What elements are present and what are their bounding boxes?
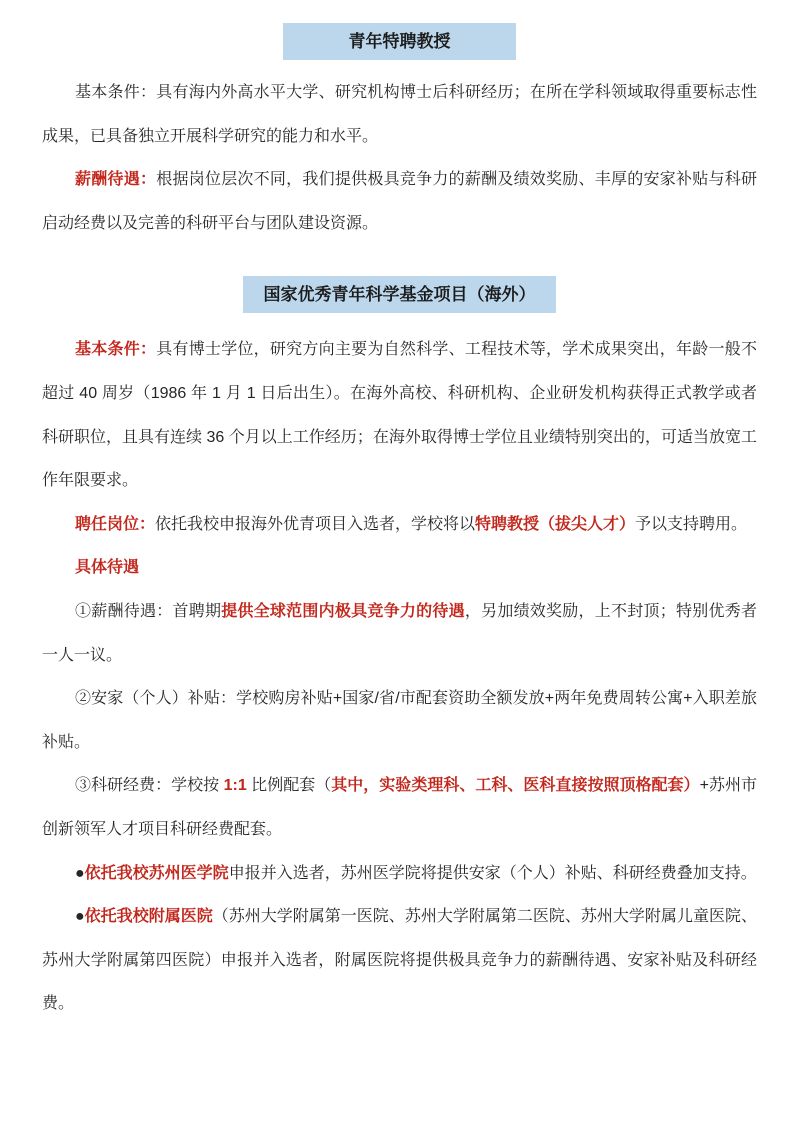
text-run: ②安家（个人）补贴：学校购房补贴+国家/省/市配套资助全额发放+两年免费周转公寓+入职差旅补贴。 xyxy=(42,690,757,751)
section-overseas-excellent-youth-fund xyxy=(42,328,757,1026)
text-run: （苏州大学附属第一医院、苏州大学附属第二医院、苏州大学附属儿童医院、苏州大学附属第四医院）申报并入选者，附属医院将提供极具竞争力的薪酬待遇、安家补贴及科研经费。 xyxy=(42,908,757,1013)
text-run: 比例配套（ xyxy=(246,777,332,795)
heading-specific-benefits xyxy=(42,546,757,590)
text-run-red: 基本条件： xyxy=(75,341,157,359)
para-basic-conditions-overseas xyxy=(42,328,757,502)
text-run-red: 薪酬待遇： xyxy=(75,171,157,189)
para-affiliated-hospitals-bullet xyxy=(42,895,757,1026)
text-run-red: 依托我校附属医院 xyxy=(84,908,213,926)
para-salary-item-1 xyxy=(42,590,757,677)
text-run: 予以支持聘用。 xyxy=(635,515,748,533)
text-run-red: 特聘教授（拔尖人才） xyxy=(475,515,636,533)
section-header-text: 国家优秀青年科学基金项目（海外） xyxy=(263,285,536,305)
bullet-icon: ● xyxy=(75,864,85,882)
para-salary-treatment xyxy=(42,158,757,245)
text-run: 根据岗位层次不同，我们提供极具竞争力的薪酬及绩效奖励、丰厚的安家补贴与科研启动经费以及完善的科研平台与团队建设资源。 xyxy=(42,171,757,232)
text-run: 基本条件：具有海内外高水平大学、研究机构博士后科研经历；在所在学科领域取得重要标志性成果，已具备独立开展科学研究的能力和水平。 xyxy=(42,84,757,145)
section-header-text: 青年特聘教授 xyxy=(348,32,451,51)
text-run-red: 其中，实验类理科、工科、医科直接按照顶格配套） xyxy=(331,777,700,795)
text-run-red: 1:1 xyxy=(223,777,247,795)
text-run-red: 具体待遇 xyxy=(75,559,140,577)
text-run: ①薪酬待遇：首聘期 xyxy=(75,602,222,620)
text-run: ③科研经费：学校按 xyxy=(75,777,224,795)
text-run-red: 聘任岗位： xyxy=(75,515,156,533)
section-header-young-distinguished-professor xyxy=(283,23,516,60)
para-housing-subsidy-item-2 xyxy=(42,677,757,764)
para-research-funding-item-3 xyxy=(42,764,757,851)
text-run: 依托我校申报海外优青项目入选者，学校将以 xyxy=(155,515,476,533)
section-young-distinguished-professor xyxy=(42,71,757,245)
text-run: 申报并入选者，苏州医学院将提供安家（个人）补贴、科研经费叠加支持。 xyxy=(228,864,757,882)
text-run: +苏州市创新领军人才项目科研经费配套。 xyxy=(42,777,757,838)
text-run-red: 依托我校苏州医学院 xyxy=(84,864,229,882)
section-header-overseas-excellent-youth-fund xyxy=(243,276,556,313)
text-run: ，另加绩效奖励，上不封顶；特别优秀者一人一议。 xyxy=(42,602,757,664)
text-run: 具有博士学位，研究方向主要为自然科学、工程技术等，学术成果突出，年龄一般不超过 40 周岁（1986 年 1 月 1 日后出生）。在海外高校、科研机构、企业研发机构获得正式教学或者科研职位，且具有连续 36 个月以上工作经历；在海外取得博士学位且业绩特别突出的，可适当放宽工作年限要求。 xyxy=(42,341,757,490)
bullet-icon: ● xyxy=(75,908,85,926)
para-appointment-position xyxy=(42,503,757,547)
para-suzhou-medical-college-bullet xyxy=(42,852,757,896)
text-run-red: 提供全球范围内极具竞争力的待遇 xyxy=(221,602,465,620)
para-basic-conditions xyxy=(42,71,757,158)
